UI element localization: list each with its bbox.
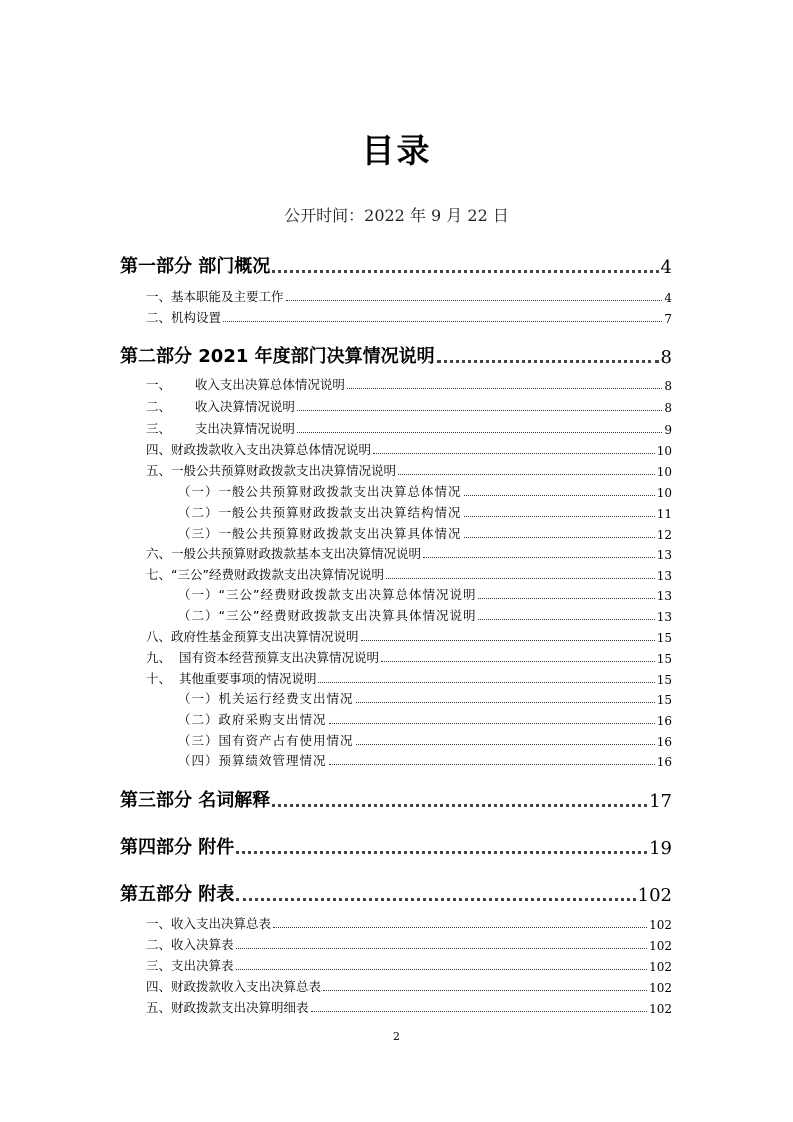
toc-entry-label: 第五部分 附表 [120, 884, 235, 905]
toc-leader [356, 744, 655, 745]
toc-entry-label: 七、“三公”经费财政拨款支出决算情况说明 [146, 567, 384, 582]
toc-entry[interactable] [120, 342, 672, 368]
toc-entry[interactable] [146, 461, 672, 479]
toc-leader [423, 557, 655, 558]
toc-entry-label: （一）一般公共预算财政拨款支出决算总体情况 [178, 484, 462, 499]
toc-entry-label: 第二部分 2021 年度部门决算情况说明 [120, 346, 435, 367]
toc-entry-page: 102 [649, 960, 672, 974]
toc-entry[interactable] [146, 998, 672, 1016]
toc-entry[interactable] [178, 585, 672, 603]
toc-entry[interactable] [146, 419, 672, 437]
toc-leader [464, 516, 655, 517]
toc-entry-page: 15 [656, 673, 672, 687]
toc-entry-label: 六、一般公共预算财政拨款基本支出决算情况说明 [146, 546, 422, 561]
toc-entry[interactable] [178, 503, 672, 521]
toc-entry-page: 10 [656, 486, 672, 500]
toc-leader [297, 410, 663, 411]
toc-leader [323, 990, 647, 991]
toc-entry[interactable] [178, 710, 672, 728]
toc-entry[interactable] [146, 956, 672, 974]
toc-entry[interactable] [178, 482, 672, 500]
toc-leader [356, 702, 655, 703]
toc-leader [223, 321, 662, 322]
toc-leader [464, 495, 655, 496]
toc-leader [236, 898, 635, 901]
toc-entry[interactable] [146, 440, 672, 458]
page-number: 2 [393, 1030, 400, 1043]
toc-leader [478, 619, 654, 620]
toc-leader [464, 537, 655, 538]
toc-entry-page: 10 [656, 444, 672, 458]
toc-leader [297, 432, 663, 433]
toc-entry-page: 17 [649, 791, 672, 812]
toc-entry-label: （一）机关运行经费支出情况 [178, 691, 354, 706]
toc-entry[interactable] [146, 935, 672, 953]
toc-leader [381, 661, 655, 662]
toc-leader [398, 474, 655, 475]
toc-entry-page: 4 [660, 257, 672, 278]
toc-leader [478, 598, 654, 599]
toc-entry-label: 第三部分 名词解释 [120, 790, 271, 811]
toc-entry-page: 13 [656, 589, 672, 603]
toc-leader [318, 682, 654, 683]
toc-entry-page: 12 [656, 528, 672, 542]
toc-entry-page: 13 [656, 610, 672, 624]
toc-entry[interactable] [146, 977, 672, 995]
toc-entry-label: 一、收入支出决算总表 [146, 916, 272, 931]
toc-leader [236, 948, 648, 949]
toc-entry[interactable] [146, 669, 672, 687]
toc-entry-label: （二）一般公共预算财政拨款支出决算结构情况 [178, 505, 462, 520]
toc-entry-page: 16 [656, 735, 672, 749]
toc-entry-label: （一）“三公”经费财政拨款支出决算总体情况说明 [178, 587, 477, 602]
toc-entry[interactable] [146, 914, 672, 932]
toc-leader [286, 300, 663, 301]
toc-entry-label: 第四部分 附件 [120, 837, 235, 858]
toc-entry-label: 二、收入决算表 [146, 937, 234, 952]
toc-entry-label: 二、机构设置 [146, 310, 222, 325]
toc-entry[interactable] [178, 606, 672, 624]
toc-entry-label: 四、财政拨款收入支出决算总体情况说明 [146, 442, 372, 457]
toc-entry-page: 8 [660, 347, 672, 368]
toc-entry-label: 八、政府性基金预算支出决算情况说明 [146, 629, 359, 644]
toc-entry-label: 九、 国有资本经营预算支出决算情况说明 [146, 650, 379, 665]
toc-entry-page: 8 [664, 401, 672, 415]
toc-entry[interactable] [146, 544, 672, 562]
toc-entry-page: 11 [656, 507, 672, 521]
toc-entry-page: 15 [656, 693, 672, 707]
toc-entry-page: 102 [649, 939, 672, 953]
toc-leader [437, 360, 659, 363]
toc-entry-page: 102 [649, 918, 672, 932]
toc-entry[interactable] [120, 833, 672, 859]
toc-entry-page: 4 [664, 291, 672, 305]
toc-leader [236, 969, 648, 970]
toc-entry-page: 19 [649, 838, 672, 859]
toc-leader [329, 764, 655, 765]
toc-entry-label: （三）一般公共预算财政拨款支出决算具体情况 [178, 526, 462, 541]
toc-entry[interactable] [146, 308, 672, 326]
toc-leader [329, 723, 655, 724]
toc-entry[interactable] [178, 689, 672, 707]
toc-entry[interactable] [146, 375, 672, 393]
toc-entry-label: 一、基本职能及主要工作 [146, 289, 284, 304]
toc-leader [273, 927, 647, 928]
toc-leader [311, 1011, 648, 1012]
toc-entry-page: 7 [664, 312, 672, 326]
toc-entry-label: （二）政府采购支出情况 [178, 712, 327, 727]
toc-entry-label: 五、一般公共预算财政拨款支出决算情况说明 [146, 463, 397, 478]
toc-entry[interactable] [178, 751, 672, 769]
toc-entry-page: 16 [656, 755, 672, 769]
toc-entry-page: 102 [649, 981, 672, 995]
toc-entry-page: 8 [664, 379, 672, 393]
toc-entry[interactable] [146, 627, 672, 645]
toc-leader [386, 578, 655, 579]
toc-leader [272, 804, 647, 807]
toc-entry-label: （三）国有资产占有使用情况 [178, 733, 354, 748]
toc-entry-page: 13 [656, 548, 672, 562]
toc-entry-page: 10 [656, 465, 672, 479]
toc-entry-label: 第一部分 部门概况 [120, 256, 271, 277]
toc-leader [361, 640, 655, 641]
toc-entry-label: 一、 收入支出决算总体情况说明 [146, 377, 345, 392]
toc-entry-page: 16 [656, 714, 672, 728]
toc-entry[interactable] [120, 786, 672, 812]
toc-entry[interactable] [146, 397, 672, 415]
toc-entry[interactable] [178, 524, 672, 542]
toc-entry-label: 三、 支出决算情况说明 [146, 421, 295, 436]
toc-entry-label: （四）预算绩效管理情况 [178, 753, 327, 768]
toc-leader [236, 851, 647, 854]
page-title: 目录 [361, 131, 432, 170]
toc-entry[interactable] [178, 731, 672, 749]
toc-leader [347, 388, 663, 389]
toc-entry-page: 102 [637, 885, 672, 906]
toc-entry-label: 四、财政拨款收入支出决算总表 [146, 979, 322, 994]
toc-entry-page: 13 [656, 569, 672, 583]
toc-entry-page: 15 [656, 652, 672, 666]
toc-entry[interactable] [146, 565, 672, 583]
toc-entry-label: 十、 其他重要事项的情况说明 [146, 671, 317, 686]
toc-leader [272, 270, 658, 273]
toc-entry-label: 三、支出决算表 [146, 958, 234, 973]
toc-entry-label: 二、 收入决算情况说明 [146, 399, 295, 414]
toc-entry[interactable] [120, 880, 672, 906]
toc-entry-label: 五、财政拨款支出决算明细表 [146, 1000, 309, 1015]
toc-entry-page: 102 [649, 1002, 672, 1016]
toc-leader [373, 453, 655, 454]
toc-entry-page: 9 [664, 423, 672, 437]
publish-date: 公开时间：2022 年 9 月 22 日 [284, 206, 509, 225]
toc-entry-label: （二）“三公”经费财政拨款支出决算具体情况说明 [178, 608, 477, 623]
toc-entry[interactable] [146, 287, 672, 305]
toc-entry-page: 15 [656, 631, 672, 645]
toc-entry[interactable] [120, 252, 672, 278]
toc-entry[interactable] [146, 648, 672, 666]
